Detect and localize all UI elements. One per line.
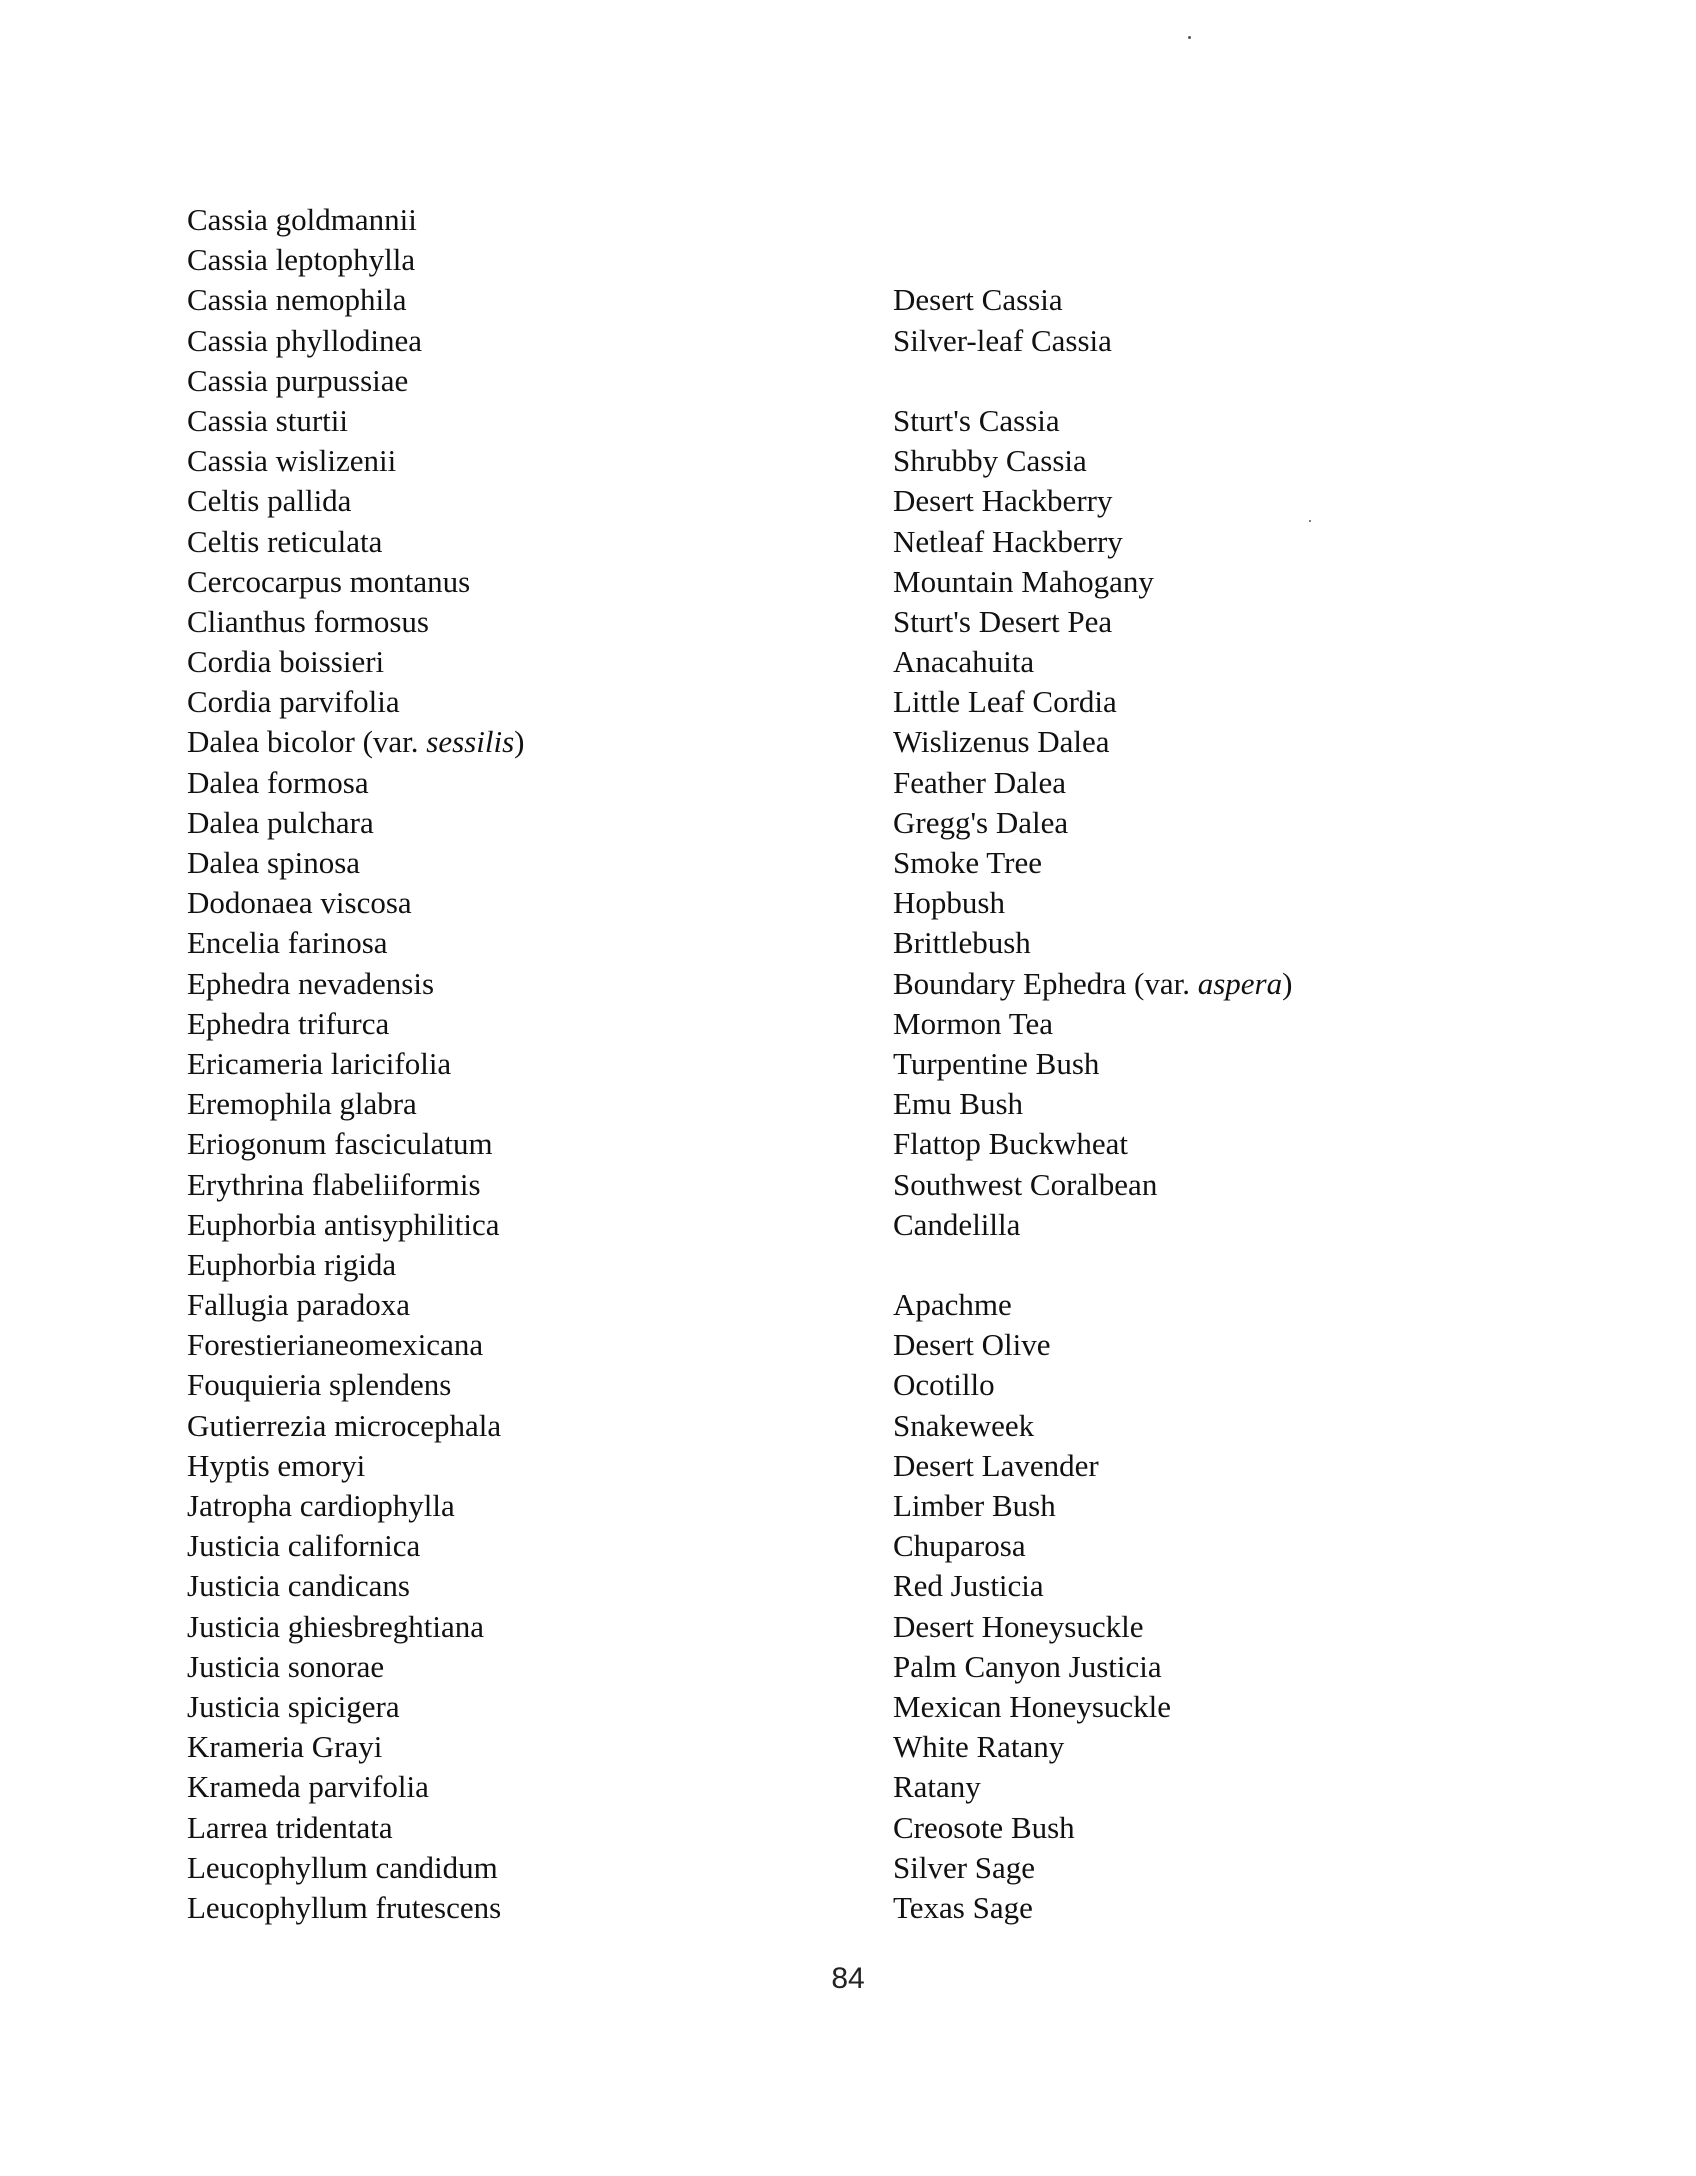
scientific-name — [187, 522, 893, 562]
plant-row — [187, 1727, 1387, 1767]
common-name-text: Turpentine Bush — [893, 1045, 1100, 1081]
scientific-name — [187, 1406, 893, 1446]
scientific-name — [187, 642, 893, 682]
scientific-name-text: Cordia boissieri — [187, 644, 385, 680]
common-name — [893, 1245, 1387, 1285]
scientific-name-text: Justicia spicigera — [187, 1688, 400, 1724]
plant-row — [187, 1124, 1387, 1164]
common-name-text: Creosote Bush — [893, 1809, 1075, 1845]
plant-row — [187, 321, 1387, 361]
common-name — [893, 1848, 1387, 1888]
common-name-text: Apachme — [893, 1287, 1012, 1323]
common-name-text: Desert Olive — [893, 1327, 1051, 1363]
common-name — [893, 602, 1387, 642]
plant-row — [187, 361, 1387, 401]
plant-row — [187, 200, 1387, 240]
common-name-text: Chuparosa — [893, 1528, 1026, 1564]
plant-row — [187, 1767, 1387, 1807]
scientific-name — [187, 1647, 893, 1687]
scientific-name-text: Dalea spinosa — [187, 845, 361, 880]
variety-close: ) — [514, 724, 525, 760]
common-name — [893, 321, 1387, 361]
plant-row — [187, 602, 1387, 642]
scientific-name — [187, 1566, 893, 1606]
scientific-name — [187, 441, 893, 481]
common-name-text: Snakeweek — [893, 1407, 1035, 1443]
common-name-text: Sturt's Cassia — [893, 402, 1060, 438]
common-name — [893, 1205, 1387, 1245]
scientific-name-text: Justicia ghiesbreghtiana — [187, 1608, 484, 1644]
scientific-name-text: Krameda parvifolia — [187, 1769, 429, 1805]
scientific-name — [187, 1365, 893, 1405]
common-name — [893, 964, 1387, 1004]
plant-row — [187, 1004, 1387, 1044]
common-name — [893, 441, 1387, 481]
plant-row — [187, 1044, 1387, 1084]
common-name — [893, 1124, 1387, 1164]
common-name-text: Desert Cassia — [893, 282, 1063, 318]
scientific-name — [187, 1767, 893, 1807]
plant-row — [187, 401, 1387, 441]
scientific-name — [187, 1526, 893, 1566]
scientific-name — [187, 321, 893, 361]
common-name-text: Netleaf Hackberry — [893, 523, 1123, 559]
plant-row — [187, 722, 1387, 762]
scientific-name — [187, 682, 893, 722]
common-name — [893, 642, 1387, 682]
scientific-name — [187, 883, 893, 923]
scientific-name-text: Cassia nemophila — [187, 282, 407, 318]
common-name — [893, 200, 1387, 240]
common-name-text: Ratany — [893, 1769, 981, 1805]
common-name — [893, 1044, 1387, 1084]
scientific-name — [187, 1285, 893, 1325]
common-name-text: Smoke Tree — [893, 845, 1042, 880]
common-name — [893, 562, 1387, 602]
scientific-name-text: Clianthus formosus — [187, 603, 429, 639]
scientific-name — [187, 1687, 893, 1727]
common-name — [893, 1808, 1387, 1848]
page-number: 84 — [831, 1962, 865, 1995]
scientific-name-text: Dalea formosa — [187, 764, 369, 800]
scientific-name-text: Eremophila glabra — [187, 1086, 417, 1122]
scientific-name — [187, 722, 893, 762]
common-name-text: Mexican Honeysuckle — [893, 1688, 1172, 1724]
variety-close: ) — [1282, 965, 1293, 1001]
plant-row — [187, 481, 1387, 521]
scientific-name-text: Dalea pulchara — [187, 804, 374, 840]
common-name-text: Anacahuita — [893, 644, 1035, 680]
plant-row — [187, 1566, 1387, 1606]
common-name-text: White Ratany — [893, 1729, 1065, 1765]
plant-row — [187, 1687, 1387, 1727]
common-name — [893, 1526, 1387, 1566]
plant-row — [187, 1446, 1387, 1486]
plant-row — [187, 883, 1387, 923]
scientific-name — [187, 1044, 893, 1084]
common-name-text: Candelilla — [893, 1206, 1021, 1242]
common-name — [893, 923, 1387, 963]
scientific-name-text: Cassia goldmannii — [187, 202, 417, 237]
scientific-name — [187, 1727, 893, 1767]
common-name — [893, 843, 1387, 883]
scientific-name-text: Larrea tridentata — [187, 1809, 393, 1845]
common-name-text: Mormon Tea — [893, 1005, 1053, 1041]
scientific-name-text: Eriogonum fasciculatum — [187, 1126, 493, 1162]
scientific-name — [187, 1084, 893, 1124]
scientific-name-text: Dalea bicolor (var. — [187, 724, 427, 760]
scientific-name — [187, 964, 893, 1004]
common-name — [893, 240, 1387, 280]
common-name — [893, 1647, 1387, 1687]
plant-row — [187, 1406, 1387, 1446]
plant-row — [187, 1607, 1387, 1647]
scientific-name-text: Gutierrezia microcephala — [187, 1407, 502, 1443]
scientific-name — [187, 200, 893, 240]
scientific-name-text: Euphorbia antisyphilitica — [187, 1206, 500, 1242]
scientific-name — [187, 1325, 893, 1365]
common-name-text: Hopbush — [893, 885, 1005, 921]
common-name — [893, 1406, 1387, 1446]
plant-list — [187, 200, 1387, 1928]
plant-row — [187, 240, 1387, 280]
common-name — [893, 722, 1387, 762]
scientific-name — [187, 361, 893, 401]
scientific-name-text: Ephedra nevadensis — [187, 965, 435, 1001]
common-name-text: Southwest Coralbean — [893, 1166, 1158, 1202]
scientific-name — [187, 763, 893, 803]
scientific-name — [187, 1888, 893, 1928]
common-name — [893, 1165, 1387, 1205]
scientific-name — [187, 1808, 893, 1848]
scientific-name — [187, 401, 893, 441]
common-name-text: Brittlebush — [893, 925, 1031, 961]
plant-row — [187, 1808, 1387, 1848]
common-name — [893, 682, 1387, 722]
common-name-text: Boundary Ephedra (var. — [893, 965, 1198, 1001]
common-name-text: Emu Bush — [893, 1086, 1024, 1122]
common-name-text: Sturt's Desert Pea — [893, 603, 1113, 639]
plant-row — [187, 1888, 1387, 1928]
common-name-text: Desert Honeysuckle — [893, 1608, 1144, 1644]
scientific-name-text: Fouquieria splendens — [187, 1367, 452, 1403]
common-name — [893, 522, 1387, 562]
scientific-name-text: Forestierianeomexicana — [187, 1327, 484, 1363]
common-name — [893, 1325, 1387, 1365]
common-name — [893, 1687, 1387, 1727]
plant-row — [187, 1325, 1387, 1365]
scientific-name — [187, 562, 893, 602]
scientific-name — [187, 602, 893, 642]
scientific-name — [187, 1205, 893, 1245]
plant-row — [187, 923, 1387, 963]
common-name — [893, 1727, 1387, 1767]
scientific-name-text: Justicia candicans — [187, 1568, 410, 1604]
common-name-text: Desert Hackberry — [893, 483, 1113, 519]
scientific-name-text: Celtis reticulata — [187, 523, 383, 559]
common-name-text: Wislizenus Dalea — [893, 724, 1110, 760]
common-name — [893, 1607, 1387, 1647]
common-name — [893, 1486, 1387, 1526]
plant-row — [187, 1848, 1387, 1888]
plant-row — [187, 522, 1387, 562]
plant-row — [187, 1526, 1387, 1566]
common-name-text: Silver-leaf Cassia — [893, 322, 1112, 358]
scientific-name — [187, 1446, 893, 1486]
plant-row — [187, 1205, 1387, 1245]
scientific-name-text: Cassia purpussiae — [187, 362, 409, 398]
plant-row — [187, 1165, 1387, 1205]
scientific-name-text: Cassia leptophylla — [187, 242, 416, 278]
plant-row — [187, 1084, 1387, 1124]
common-name — [893, 280, 1387, 320]
common-name-text: Silver Sage — [893, 1849, 1036, 1885]
common-name-text: Palm Canyon Justicia — [893, 1648, 1162, 1684]
plant-row — [187, 843, 1387, 883]
scientific-name-text: Cordia parvifolia — [187, 684, 400, 720]
plant-row — [187, 280, 1387, 320]
common-name-text: Red Justicia — [893, 1568, 1044, 1604]
scientific-name — [187, 1004, 893, 1044]
common-name-text: Little Leaf Cordia — [893, 684, 1117, 720]
common-name — [893, 1365, 1387, 1405]
scientific-name-text: Ericameria laricifolia — [187, 1045, 452, 1081]
plant-row — [187, 1486, 1387, 1526]
scan-speck — [1309, 520, 1311, 522]
common-name — [893, 1285, 1387, 1325]
common-name — [893, 1888, 1387, 1928]
scientific-name-text: Hyptis emoryi — [187, 1447, 366, 1483]
scientific-name-text: Cassia wislizenii — [187, 443, 397, 479]
scientific-name-text: Encelia farinosa — [187, 925, 388, 961]
scientific-name — [187, 1486, 893, 1526]
plant-row — [187, 803, 1387, 843]
scientific-name-text: Dodonaea viscosa — [187, 885, 412, 921]
common-name — [893, 361, 1387, 401]
scientific-name — [187, 843, 893, 883]
scientific-name — [187, 923, 893, 963]
common-name — [893, 1004, 1387, 1044]
plant-row — [187, 1647, 1387, 1687]
common-name — [893, 1084, 1387, 1124]
scientific-name-text: Cassia sturtii — [187, 402, 349, 438]
common-name — [893, 1767, 1387, 1807]
plant-row — [187, 562, 1387, 602]
common-name — [893, 883, 1387, 923]
scientific-name-text: Erythrina flabeliiformis — [187, 1166, 481, 1202]
common-name-text: Flattop Buckwheat — [893, 1126, 1129, 1162]
common-name-text: Shrubby Cassia — [893, 443, 1087, 479]
common-name-text: Limber Bush — [893, 1488, 1056, 1523]
common-name — [893, 401, 1387, 441]
variety-italic: sessilis — [426, 724, 515, 760]
scientific-name-text: Cassia phyllodinea — [187, 322, 423, 358]
scientific-name-text: Krameria Grayi — [187, 1729, 383, 1765]
plant-row — [187, 1245, 1387, 1285]
scientific-name — [187, 1165, 893, 1205]
scientific-name-text: Cercocarpus montanus — [187, 563, 471, 599]
scan-speck — [1188, 36, 1191, 39]
scientific-name-text: Justicia sonorae — [187, 1648, 385, 1684]
scientific-name — [187, 481, 893, 521]
common-name-text: Texas Sage — [893, 1889, 1033, 1925]
common-name-text: Gregg's Dalea — [893, 804, 1069, 840]
variety-italic: aspera — [1197, 965, 1283, 1001]
common-name-text: Feather Dalea — [893, 764, 1066, 800]
scientific-name — [187, 1607, 893, 1647]
common-name — [893, 763, 1387, 803]
scientific-name-text: Jatropha cardiophylla — [187, 1488, 455, 1523]
scientific-name-text: Fallugia paradoxa — [187, 1287, 410, 1323]
common-name — [893, 481, 1387, 521]
scientific-name — [187, 1848, 893, 1888]
scientific-name-text: Ephedra trifurca — [187, 1005, 390, 1041]
scientific-name-text: Celtis pallida — [187, 483, 352, 519]
plant-row — [187, 1285, 1387, 1325]
scientific-name-text: Justicia californica — [187, 1528, 421, 1564]
common-name — [893, 1446, 1387, 1486]
plant-row — [187, 1365, 1387, 1405]
scientific-name — [187, 1245, 893, 1285]
plant-row — [187, 964, 1387, 1004]
scientific-name-text: Euphorbia rigida — [187, 1246, 397, 1282]
plant-row — [187, 441, 1387, 481]
scientific-name-text: Leucophyllum frutescens — [187, 1889, 502, 1925]
plant-row — [187, 682, 1387, 722]
common-name-text: Mountain Mahogany — [893, 563, 1154, 599]
plant-row — [187, 763, 1387, 803]
common-name-text: Desert Lavender — [893, 1447, 1099, 1483]
scientific-name-text: Leucophyllum candidum — [187, 1849, 498, 1885]
plant-row — [187, 642, 1387, 682]
common-name — [893, 803, 1387, 843]
scientific-name — [187, 803, 893, 843]
common-name-text: Ocotillo — [893, 1367, 995, 1403]
scientific-name — [187, 1124, 893, 1164]
scientific-name — [187, 280, 893, 320]
scientific-name — [187, 240, 893, 280]
common-name — [893, 1566, 1387, 1606]
